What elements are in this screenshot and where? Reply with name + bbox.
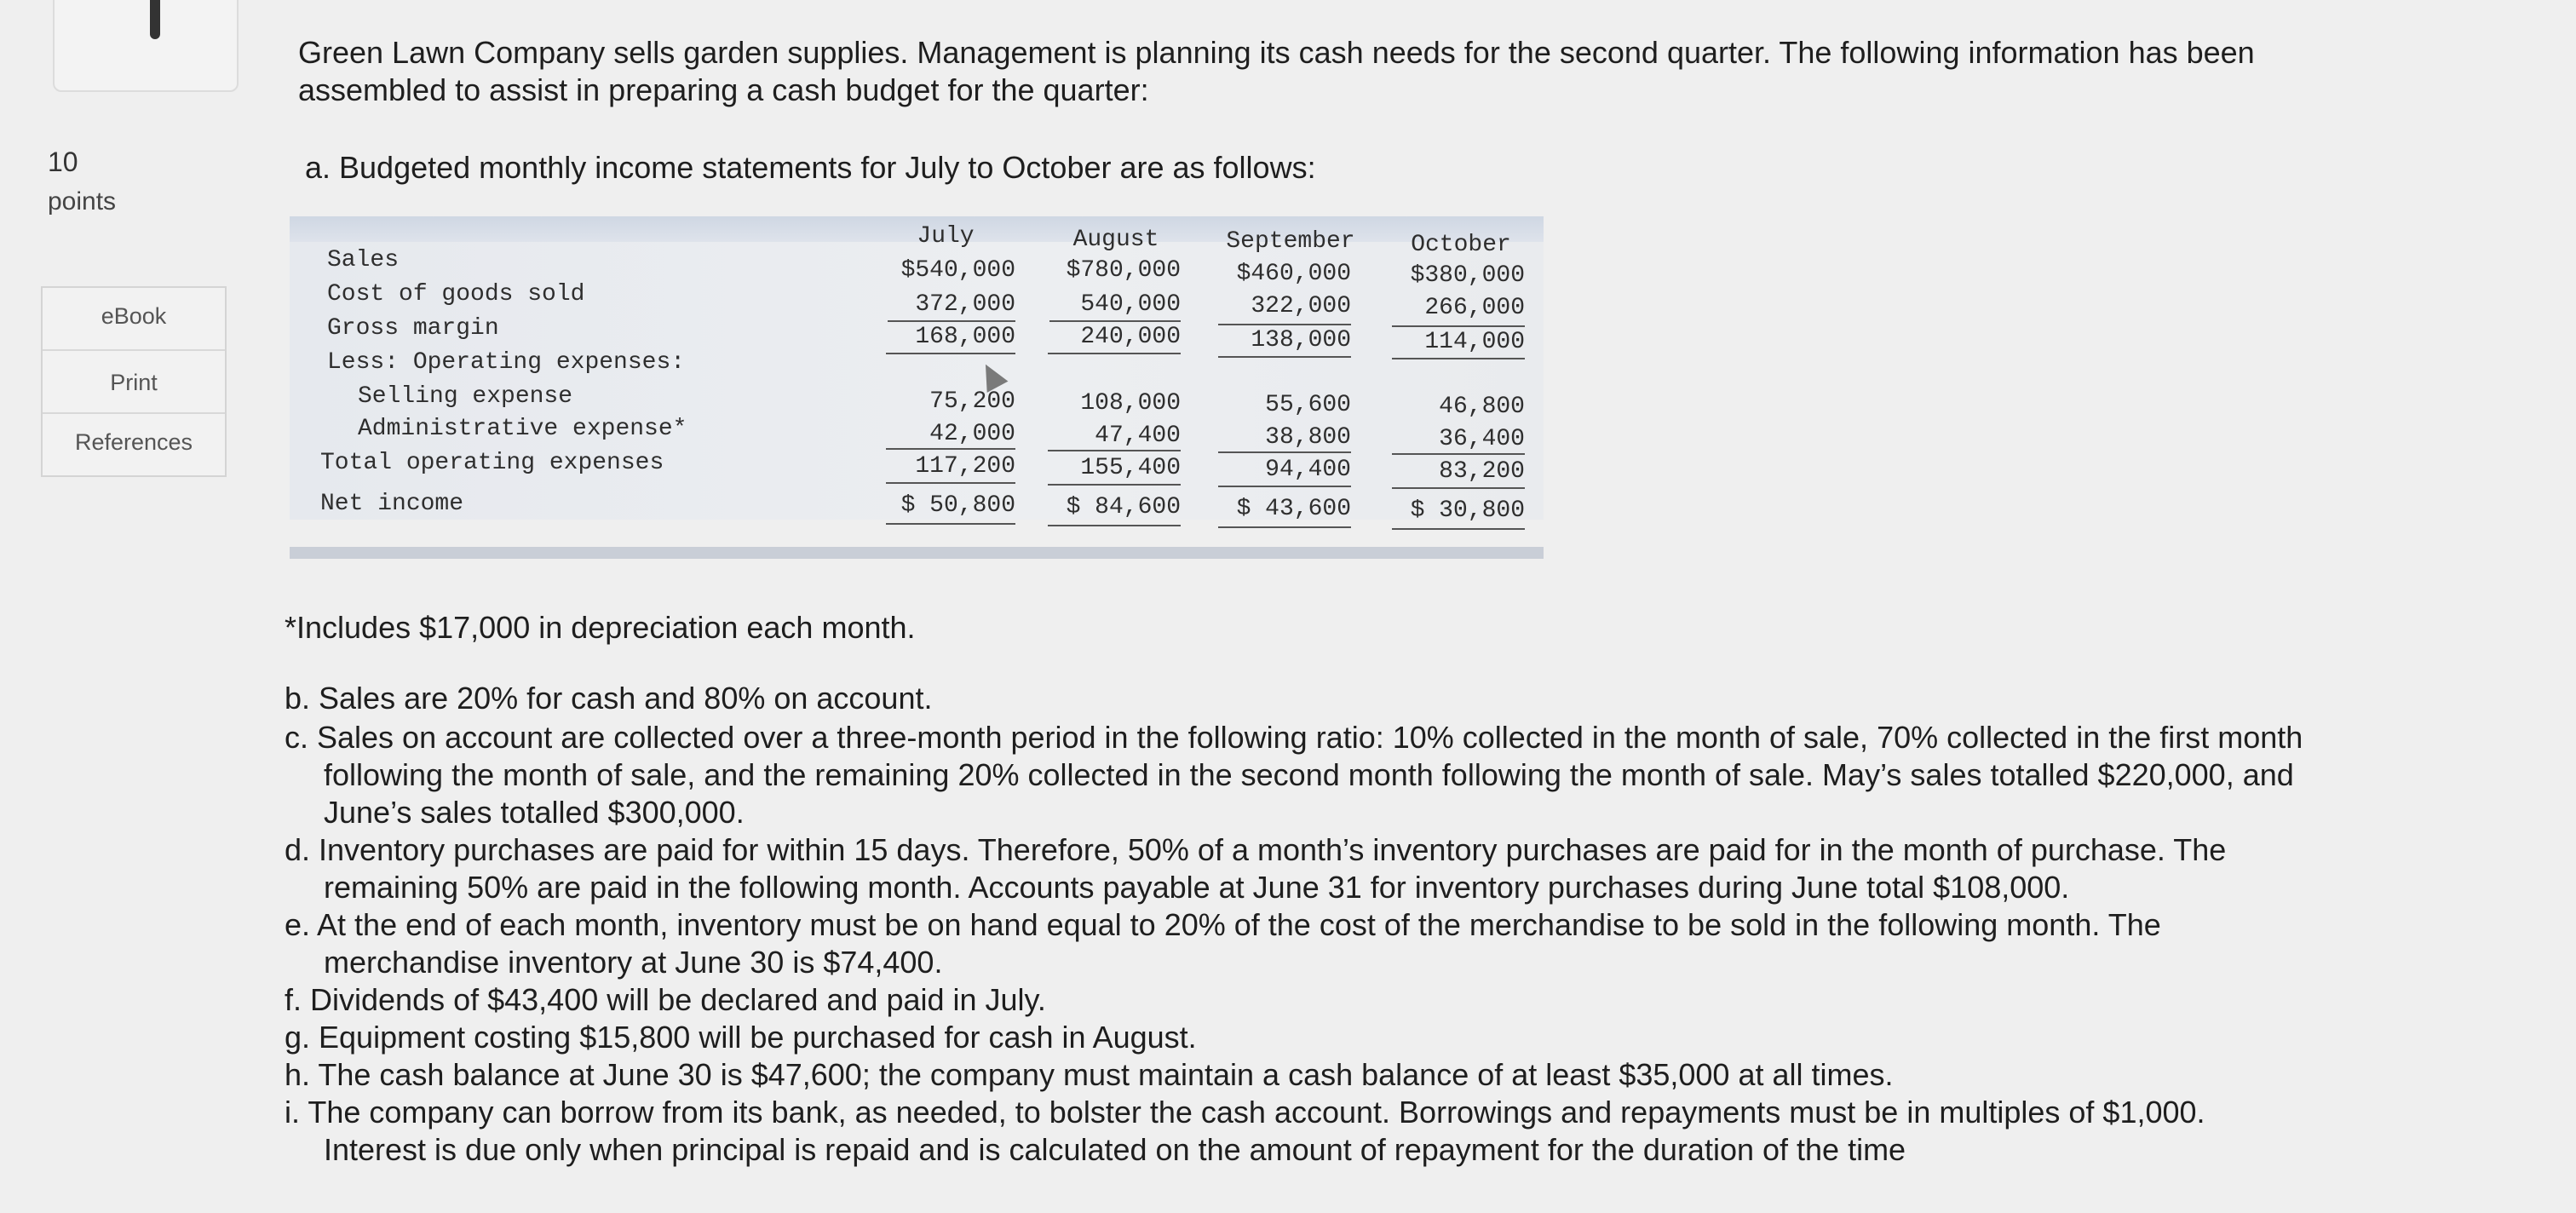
cell-selling-september: 55,600 (1265, 392, 1351, 418)
row-label-total-opex: Total operating expenses (320, 450, 664, 476)
points-label: points (48, 187, 117, 216)
item-e: e. At the end of each month, inventory must be on hand equal to 20% of the cost of the merchandise to be sold in the following month. The merchandise inventory at June 30 is $74,400. (285, 907, 2161, 980)
underline (1218, 356, 1351, 358)
cell-cogs-july: 372,000 (915, 291, 1015, 318)
underline (1392, 528, 1525, 530)
problem-intro: Green Lawn Company sells garden supplies. Management is planning its cash needs for the second quarter. The following information has been assembled to assist in preparing a cash budget for the quarter: (298, 35, 2255, 107)
table-bottom-band (290, 547, 1544, 559)
item-c: c. Sales on account are collected over a three-month period in the following ratio: 10% collected in the month of sale, 70% collected in the first month following the month of sale, and the remaining 20% collected in the second month following the month of sale. May’s sales totalled $220,000, and June’s sales totalled $300,000. (285, 720, 2303, 830)
cell-sales-july: $540,000 (900, 257, 1015, 284)
cell-gm-september: 138,000 (1251, 327, 1351, 354)
cell-gm-october: 114,000 (1424, 329, 1525, 355)
underline (1048, 450, 1181, 451)
col-header-july: July (917, 223, 975, 250)
part-a-text: a. Budgeted monthly income statements for July to October are as follows: (305, 150, 1316, 185)
underline (886, 523, 1015, 525)
cell-cogs-august: 540,000 (1080, 291, 1181, 318)
cell-selling-october: 46,800 (1439, 394, 1525, 420)
cell-gm-august: 240,000 (1080, 324, 1181, 350)
underline (886, 482, 1015, 484)
cell-selling-july: 75,200 (929, 388, 1015, 415)
references-link[interactable]: References (74, 429, 193, 455)
ebook-link[interactable]: eBook (101, 303, 167, 329)
cell-cogs-october: 266,000 (1424, 295, 1525, 321)
underline (886, 353, 1015, 354)
underline (1048, 484, 1181, 486)
assumptions-list (285, 680, 2312, 1169)
row-label-net-income: Net income (320, 491, 464, 517)
cell-net-october: $ 30,800 (1410, 497, 1525, 524)
col-header-october: October (1411, 232, 1511, 258)
underline (1218, 486, 1351, 487)
income-statement-table (290, 216, 1544, 561)
row-label-sales: Sales (327, 247, 400, 273)
depreciation-footnote: *Includes $17,000 in depreciation each month. (285, 610, 916, 645)
cell-net-september: $ 43,600 (1236, 496, 1351, 522)
points-value: 10 (48, 147, 78, 177)
top-panel (53, 0, 239, 92)
row-label-cogs: Cost of goods sold (327, 281, 585, 308)
item-i: i. The company can borrow from its bank, as needed, to bolster the cash account. Borrowings and repayments must be in multiples of $1,000. Interest is due only when principal is repaid and is calculated on the amount of repayment for the duration of the time (285, 1095, 2205, 1167)
row-label-less-opex: Less: Operating expenses: (327, 349, 686, 376)
item-h: h. The cash balance at June 30 is $47,600; the company must maintain a cash balance of at least $35,000 at all times. (285, 1057, 1894, 1092)
underline (1048, 353, 1181, 354)
underline (888, 320, 1015, 322)
underline (1392, 358, 1525, 359)
cell-totalopex-october: 83,200 (1439, 458, 1525, 485)
print-link[interactable]: Print (110, 370, 158, 395)
divider (43, 412, 225, 414)
cell-selling-august: 108,000 (1080, 390, 1181, 417)
cell-gm-july: 168,000 (915, 324, 1015, 350)
underline (1049, 320, 1181, 322)
cell-net-august: $ 84,600 (1066, 494, 1181, 520)
cell-cogs-september: 322,000 (1251, 293, 1351, 319)
item-b: b. Sales are 20% for cash and 80% on account. (285, 681, 933, 716)
item-g: g. Equipment costing $15,800 will be purchased for cash in August. (285, 1020, 1197, 1055)
cell-totalopex-september: 94,400 (1265, 457, 1351, 483)
underline (1392, 487, 1525, 489)
row-label-gross-margin: Gross margin (327, 315, 499, 342)
cell-sales-september: $460,000 (1236, 261, 1351, 287)
cell-admin-july: 42,000 (929, 421, 1015, 447)
cell-admin-october: 36,400 (1439, 426, 1525, 452)
cell-sales-october: $380,000 (1410, 262, 1525, 289)
underline (886, 448, 1015, 450)
underline (1218, 526, 1351, 528)
row-label-selling: Selling expense (358, 383, 573, 410)
cell-totalopex-july: 117,200 (915, 453, 1015, 480)
row-label-admin: Administrative expense* (358, 416, 687, 442)
underline (1392, 453, 1525, 455)
underline (1218, 324, 1351, 325)
cell-totalopex-august: 155,400 (1080, 455, 1181, 481)
scroll-handle[interactable] (150, 0, 160, 39)
underline (1392, 325, 1525, 327)
cell-net-july: $ 50,800 (900, 492, 1015, 519)
resource-links-panel (41, 286, 227, 477)
item-f: f. Dividends of $43,400 will be declared and paid in July. (285, 982, 1046, 1017)
underline (1048, 525, 1181, 526)
col-header-september: September (1226, 228, 1355, 255)
cell-sales-august: $780,000 (1066, 257, 1181, 284)
col-header-august: August (1072, 227, 1159, 253)
underline (1218, 451, 1351, 453)
item-d: d. Inventory purchases are paid for within 15 days. Therefore, 50% of a month’s inventory purchases are paid for in the month of purchase. The remaining 50% are paid in the following month. Accounts payable at June 31 for inventory purchases during June total $108,000. (285, 832, 2227, 905)
cell-admin-september: 38,800 (1265, 424, 1351, 451)
cell-admin-august: 47,400 (1095, 423, 1181, 449)
divider (43, 349, 225, 351)
